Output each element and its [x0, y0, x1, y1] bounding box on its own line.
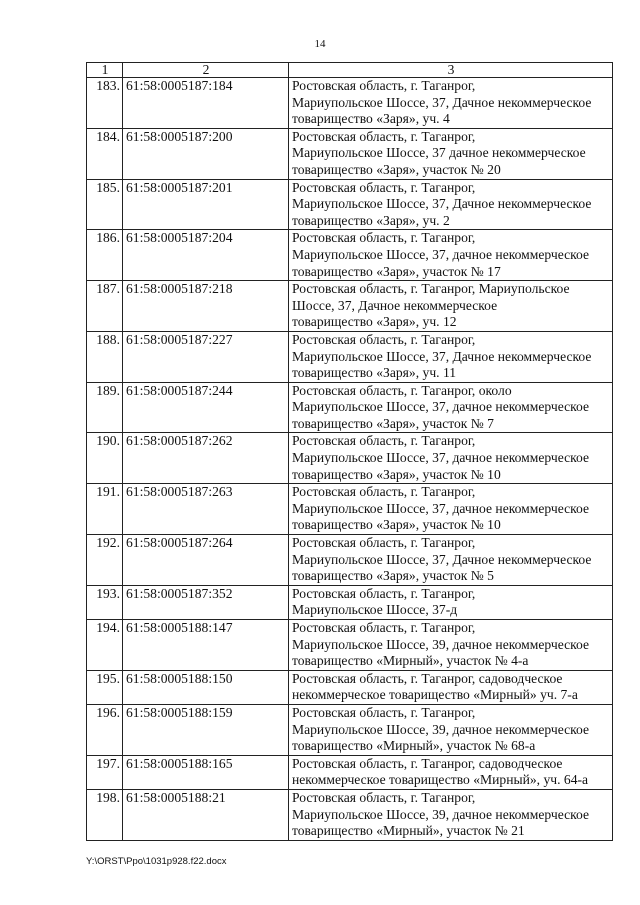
address-line: товарищество «Заря», участок № 17: [292, 263, 501, 279]
table-row: [87, 179, 613, 230]
address-line: Ростовская область, г. Таганрог,: [292, 535, 476, 551]
address-cell: [289, 331, 613, 382]
address-line: товарищество «Заря», участок № 10: [292, 517, 501, 533]
address-cell: [289, 670, 613, 704]
table-row: [87, 128, 613, 179]
table-row: [87, 382, 613, 433]
table-row: [87, 535, 613, 586]
column-header-cadastral: 2: [123, 63, 289, 78]
cadastral-number: 61:58:0005188:159: [123, 704, 289, 755]
row-number: 185.: [87, 179, 123, 230]
address-line: Ростовская область, г. Таганрог,: [292, 620, 476, 635]
address-cell: [289, 281, 613, 332]
row-number: 191.: [87, 484, 123, 535]
address-cell: [289, 789, 613, 840]
address-cell: [289, 128, 613, 179]
table-header-row: [87, 63, 613, 78]
address-line: товарищество «Заря», уч. 11: [292, 365, 457, 381]
row-number: 192.: [87, 535, 123, 586]
address-cell: [289, 382, 613, 433]
address-line: Мариупольское Шоссе, 39, дачное некоммерческое: [292, 636, 590, 652]
address-line: товарищество «Заря», участок № 20: [292, 161, 501, 177]
address-line: Мариупольское Шоссе, 39, дачное некоммерческое: [292, 806, 590, 822]
address-cell: [289, 620, 613, 671]
land-plots-table: [86, 62, 613, 841]
address-cell: [289, 585, 613, 619]
address-line: некоммерческое товарищество «Мирный» уч. 7-а: [292, 687, 578, 703]
address-cell: [289, 535, 613, 586]
address-line: Ростовская область, г. Таганрог,: [292, 704, 476, 720]
table-row: [87, 755, 613, 789]
table-row: [87, 484, 613, 535]
address-cell: [289, 78, 613, 129]
cadastral-number: 61:58:0005187:264: [123, 535, 289, 586]
address-line: Мариупольское Шоссе, 37, Дачное некоммерческое: [292, 348, 592, 364]
address-line: Ростовская область, г. Таганрог, Мариупольское: [292, 281, 570, 297]
address-line: Ростовская область, г. Таганрог, около: [292, 382, 512, 398]
table-row: [87, 281, 613, 332]
address-line: Ростовская область, г. Таганрог,: [292, 433, 476, 449]
address-cell: [289, 230, 613, 281]
cadastral-number: 61:58:0005187:244: [123, 382, 289, 433]
address-line: Ростовская область, г. Таганрог, садоводческое: [292, 755, 563, 771]
table-row: [87, 230, 613, 281]
address-line: Мариупольское Шоссе, 37, дачное некоммерческое: [292, 500, 590, 516]
cadastral-number: 61:58:0005187:201: [123, 179, 289, 230]
table-row: [87, 670, 613, 704]
cadastral-number: 61:58:0005187:227: [123, 331, 289, 382]
address-line: Мариупольское Шоссе, 39, дачное некоммерческое: [292, 721, 590, 737]
cadastral-number: 61:58:0005187:352: [123, 585, 289, 619]
address-line: Мариупольское Шоссе, 37-д: [292, 602, 458, 618]
row-number: 197.: [87, 755, 123, 789]
document-file-path: Y:\ORST\Ppo\1031p928.f22.docx: [86, 856, 227, 867]
table-row: [87, 704, 613, 755]
cadastral-number: 61:58:0005188:21: [123, 789, 289, 840]
address-line: Ростовская область, г. Таганрог,: [292, 230, 476, 246]
address-line: Мариупольское Шоссе, 37, дачное некоммерческое: [292, 450, 590, 466]
address-line: Ростовская область, г. Таганрог, садоводческое: [292, 670, 563, 686]
table-row: [87, 78, 613, 129]
page-number: 14: [314, 38, 326, 50]
row-number: 198.: [87, 789, 123, 840]
row-number: 190.: [87, 433, 123, 484]
address-line: некоммерческое товарищество «Мирный», уч. 64-а: [292, 772, 589, 788]
address-line: товарищество «Заря», участок № 5: [292, 568, 494, 584]
address-line: Ростовская область, г. Таганрог,: [292, 179, 476, 195]
address-line: Мариупольское Шоссе, 37, Дачное некоммерческое: [292, 196, 592, 212]
address-line: Ростовская область, г. Таганрог,: [292, 128, 476, 144]
address-line: товарищество «Заря», участок № 10: [292, 466, 501, 482]
row-number: 193.: [87, 585, 123, 619]
address-line: Мариупольское Шоссе, 37 дачное некоммерческое: [292, 145, 586, 161]
address-line: товарищество «Мирный», участок № 21: [292, 823, 525, 839]
address-line: Ростовская область, г. Таганрог,: [292, 331, 476, 347]
address-line: Мариупольское Шоссе, 37, Дачное некоммерческое: [292, 94, 592, 110]
table-row: [87, 620, 613, 671]
row-number: 188.: [87, 331, 123, 382]
row-number: 189.: [87, 382, 123, 433]
cadastral-number: 61:58:0005188:165: [123, 755, 289, 789]
address-line: товарищество «Заря», уч. 4: [292, 111, 450, 127]
column-header-number: 1: [87, 63, 123, 78]
cadastral-number: 61:58:0005188:150: [123, 670, 289, 704]
address-line: товарищество «Мирный», участок № 68-а: [292, 738, 536, 754]
cadastral-number: 61:58:0005187:184: [123, 78, 289, 129]
row-number: 187.: [87, 281, 123, 332]
address-line: Ростовская область, г. Таганрог,: [292, 789, 476, 805]
cadastral-number: 61:58:0005187:204: [123, 230, 289, 281]
address-line: Ростовская область, г. Таганрог,: [292, 484, 476, 500]
address-line: Мариупольское Шоссе, 37, Дачное некоммерческое: [292, 551, 592, 567]
cadastral-number: 61:58:0005188:147: [123, 620, 289, 671]
address-cell: [289, 179, 613, 230]
row-number: 194.: [87, 620, 123, 671]
address-line: Ростовская область, г. Таганрог,: [292, 585, 476, 601]
address-line: Ростовская область, г. Таганрог,: [292, 78, 476, 93]
table-body: [87, 78, 613, 841]
address-line: товарищество «Мирный», участок № 4-а: [292, 653, 529, 669]
address-cell: [289, 704, 613, 755]
table-row: [87, 433, 613, 484]
address-line: товарищество «Заря», участок № 7: [292, 415, 494, 431]
row-number: 186.: [87, 230, 123, 281]
table-row: [87, 789, 613, 840]
address-cell: [289, 484, 613, 535]
cadastral-number: 61:58:0005187:263: [123, 484, 289, 535]
table-row: [87, 585, 613, 619]
address-line: товарищество «Заря», уч. 2: [292, 212, 450, 228]
address-cell: [289, 433, 613, 484]
row-number: 196.: [87, 704, 123, 755]
row-number: 195.: [87, 670, 123, 704]
column-header-address: 3: [289, 63, 613, 78]
row-number: 183.: [87, 78, 123, 129]
cadastral-number: 61:58:0005187:262: [123, 433, 289, 484]
row-number: 184.: [87, 128, 123, 179]
cadastral-number: 61:58:0005187:218: [123, 281, 289, 332]
table-row: [87, 331, 613, 382]
address-line: товарищество «Заря», уч. 12: [292, 314, 457, 330]
address-cell: [289, 755, 613, 789]
address-line: Мариупольское Шоссе, 37, дачное некоммерческое: [292, 246, 590, 262]
address-line: Шоссе, 37, Дачное некоммерческое: [292, 297, 498, 313]
cadastral-number: 61:58:0005187:200: [123, 128, 289, 179]
address-line: Мариупольское Шоссе, 37, дачное некоммерческое: [292, 399, 590, 415]
